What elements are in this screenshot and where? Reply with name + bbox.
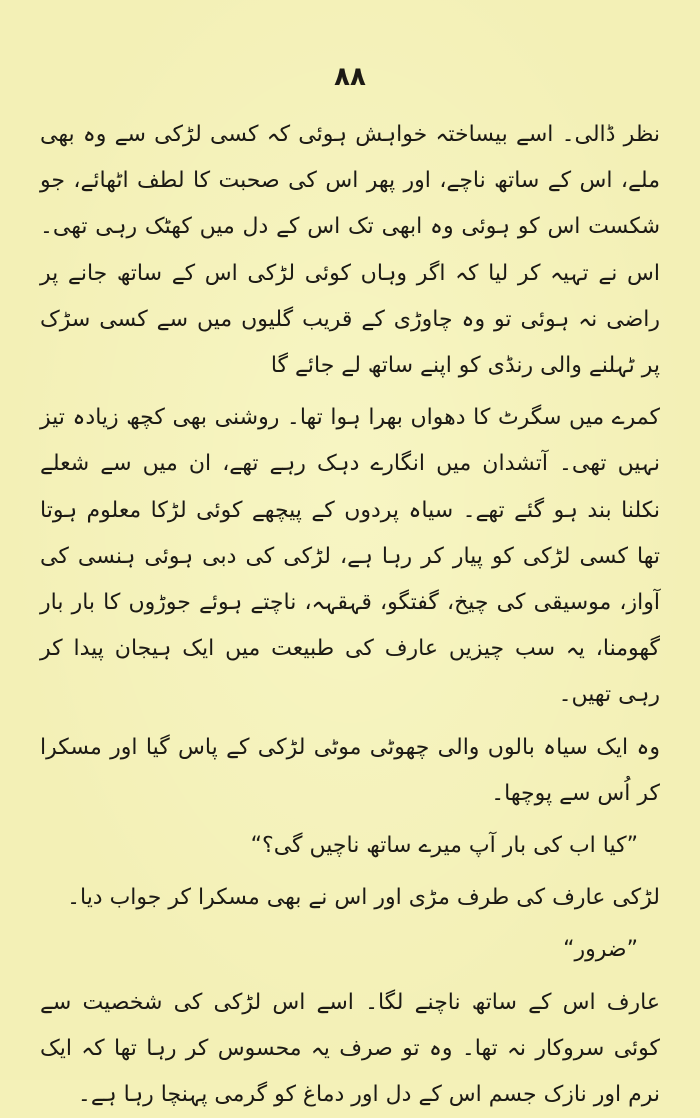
paragraph-6-dialogue: ”ضرور“ <box>563 937 638 963</box>
paragraph-2: کمرے میں سگرٹ کا دھواں بھرا ہوا تھا۔ روشنی بھی کچھ زیادہ تیز نہیں تھی۔ آتشدان میں انگارے دہک رہے تھے، ان میں سے شعلے نکلنا بند ہو گئے تھے۔ سیاہ پردوں کے پیچھے کوئی لڑکا معلوم ہوتا تھا کسی لڑکی کو پیار کر رہا ہے، لڑکی کی دبی ہوئی ہنسی کی آواز، موسیقی کی چیخ، گفتگو، قہقہہ، ناچتے ہوئے جوڑوں کا بار بار گھومنا، یہ سب چیزیں عارف کی طبیعت میں ایک ہیجان پیدا کر رہی تھیں۔ <box>40 405 660 708</box>
paragraph-1: نظر ڈالی۔ اسے بیساختہ خواہش ہوئی کہ کسی لڑکی سے وہ بھی ملے، اس کے ساتھ ناچے، اور پھر اس کی صحبت کا لطف اٹھائے، جو شکست اس کو ہوئی وہ ابھی تک اس کے دل میں کھٹک رہی تھی۔ اس نے تہیہ کر لیا کہ اگر وہاں کوئی لڑکی اس کے ساتھ جانے پر راضی نہ ہوئی تو وہ چاوڑی کے قریب گلیوں میں سے کسی سڑک پر ٹہلنے والی رنڈی کو اپنے ساتھ لے جائے گا <box>40 122 660 379</box>
paragraph-3: وہ ایک سیاہ بالوں والی چھوٹی موٹی لڑکی کے پاس گیا اور مسکرا کر اُس سے پوچھا۔ <box>40 734 660 806</box>
paragraph-4-dialogue: ”کیا اب کی بار آپ میرے ساتھ ناچیں گی؟“ <box>250 833 638 859</box>
paragraph-7: عارف اس کے ساتھ ناچنے لگا۔ اسے اس لڑکی کی شخصیت سے کوئی سروکار نہ تھا۔ وہ تو صرف یہ محسوس کر رہا تھا کہ ایک نرم اور نازک جسم اس کے دل اور دماغ کو گرمی پہنچا رہا ہے۔ <box>40 989 660 1108</box>
page-number: ۸۸ <box>334 62 366 92</box>
paragraph-5: لڑکی عارف کی طرف مڑی اور اس نے بھی مسکرا کر جواب دیا۔ <box>67 885 660 911</box>
page-body <box>40 112 660 1118</box>
